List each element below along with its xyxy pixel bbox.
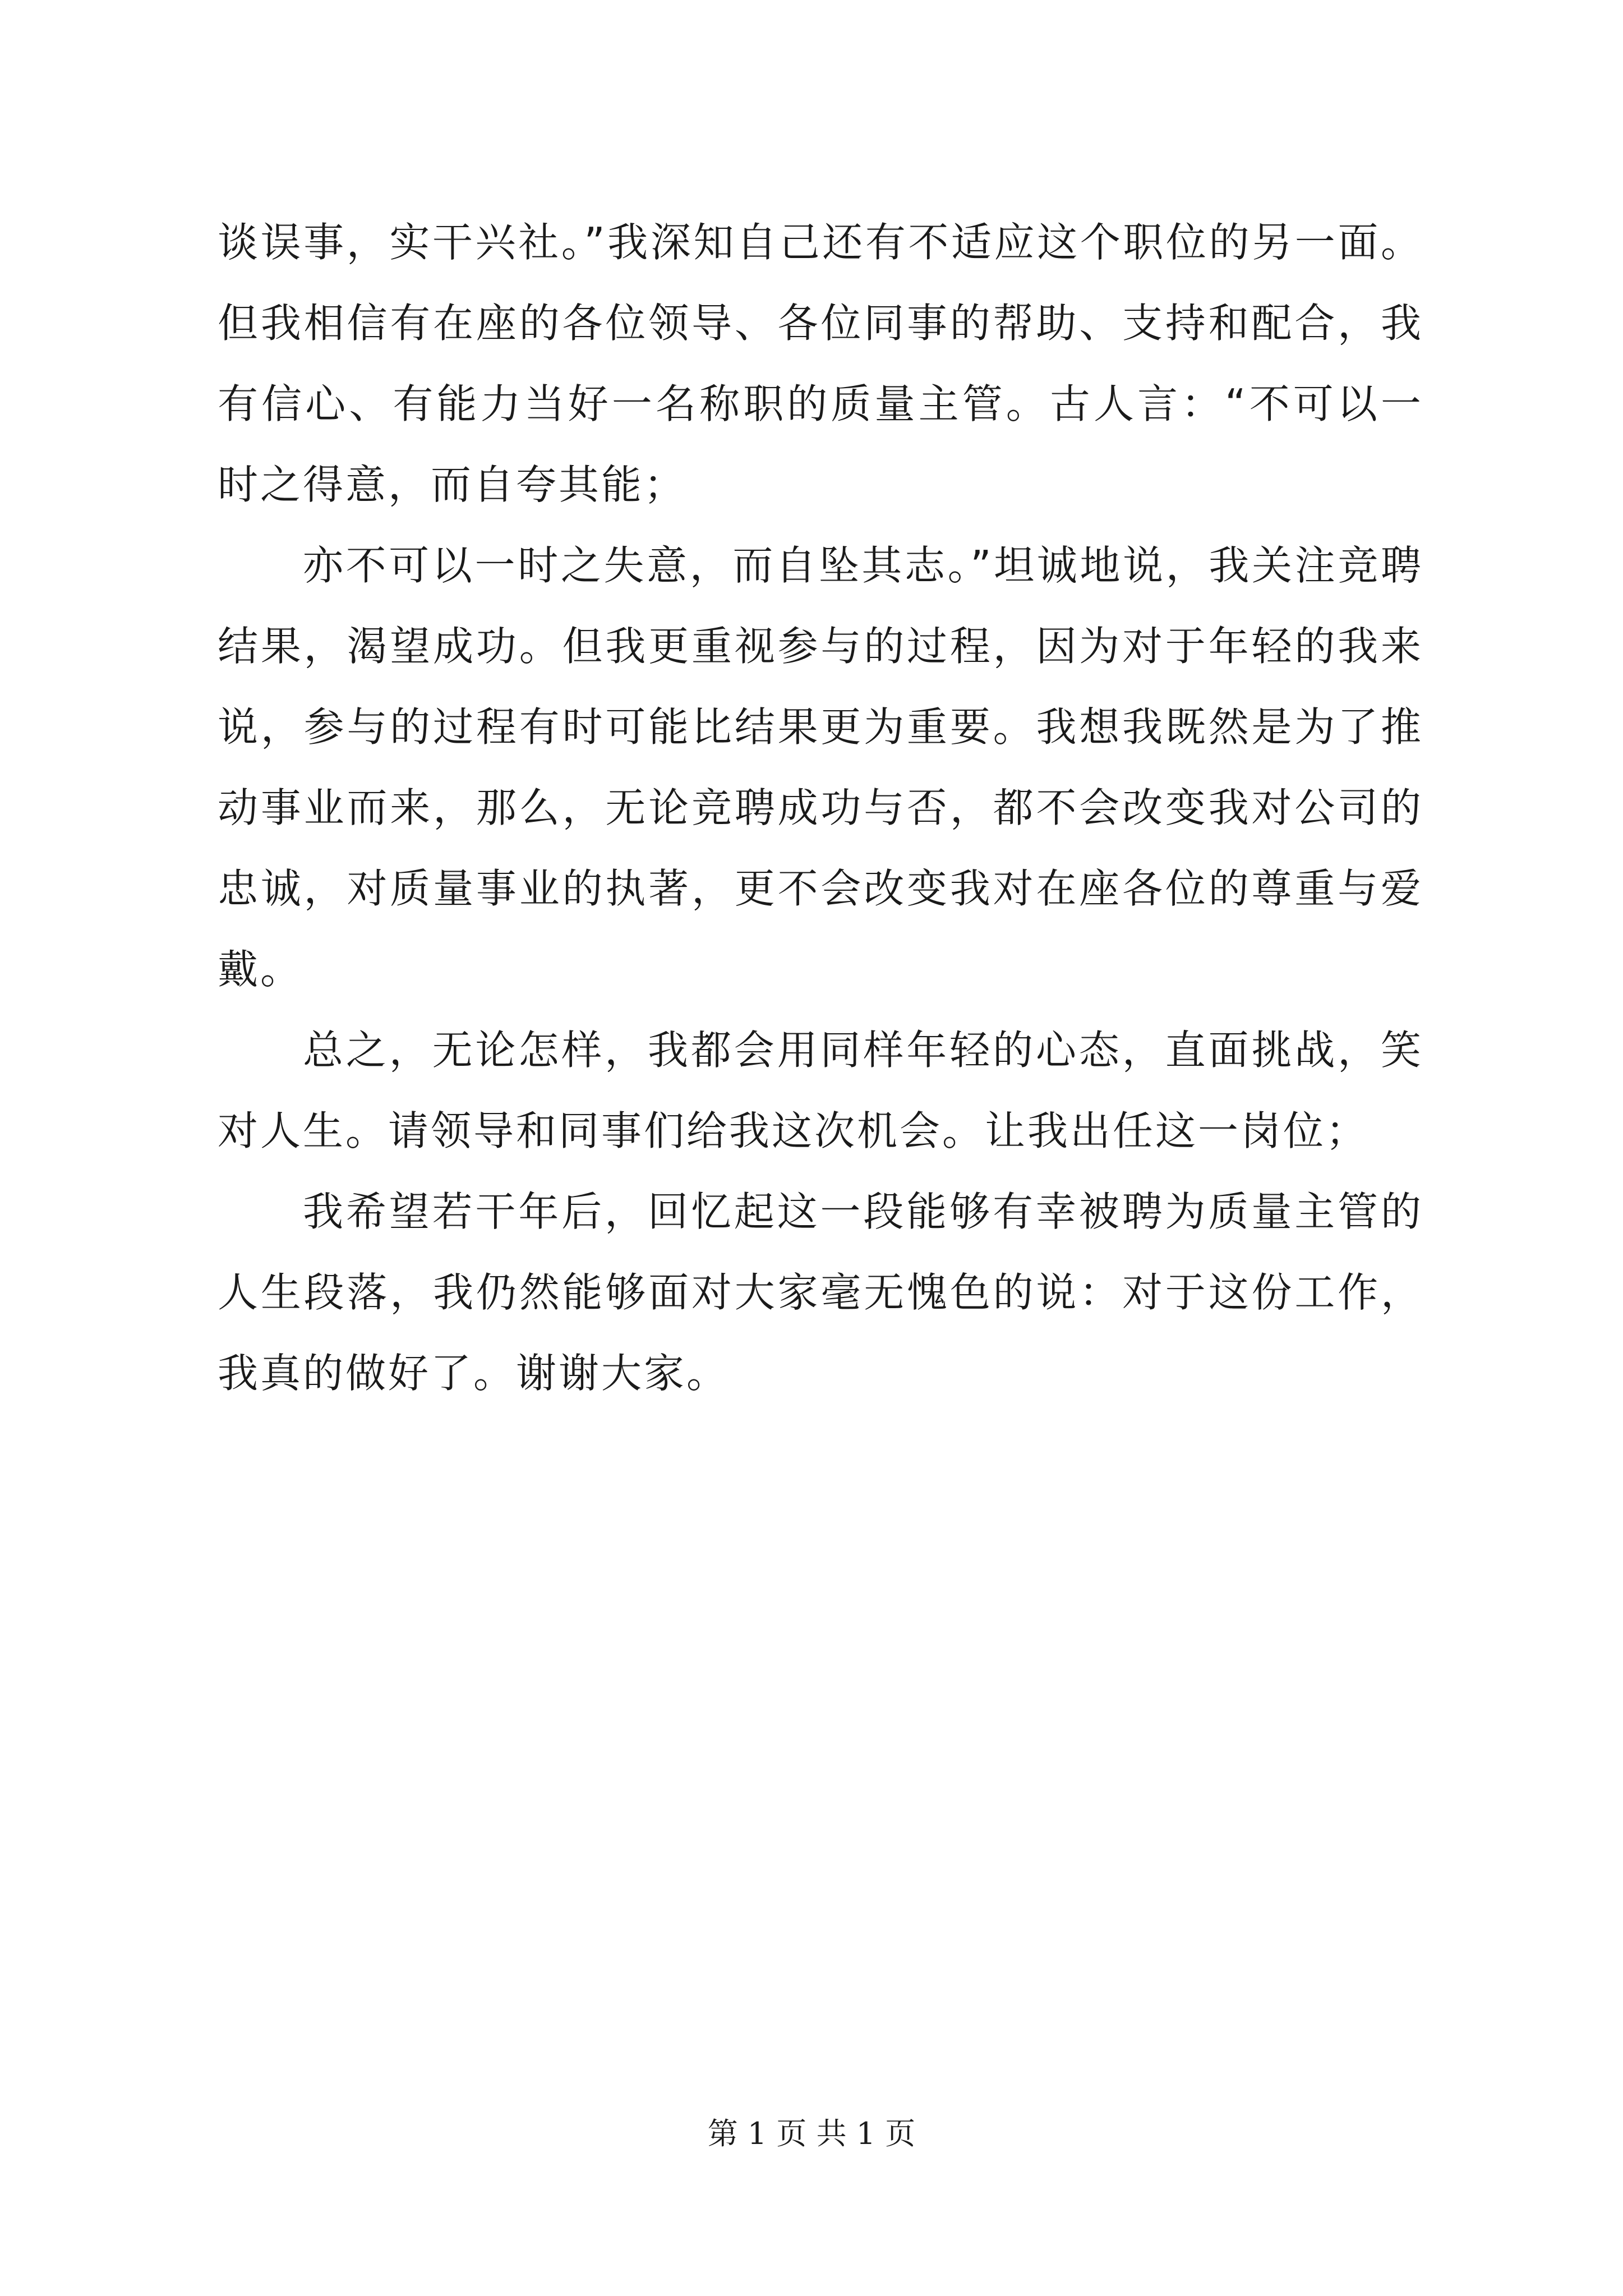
paragraph-2: 亦不可以一时之失意，而自坠其志。”坦诚地说，我关注竞聘结果，渴望成功。但我更重视参与的过程，因为对于年轻的我来说，参与的过程有时可能比结果更为重要。我想我既然是为了推动事业而来，那么，无论竞聘成功与否，都不会改变我对公司的忠诚，对质量事业的执著，更不会改变我对在座各位的尊重与爱戴。 xyxy=(218,542,1423,993)
paragraph-3: 总之，无论怎样，我都会用同样年轻的心态，直面挑战，笑对人生。请领导和同事们给我这次机会。让我出任这一岗位； xyxy=(218,1027,1423,1154)
paragraph-1: 谈误事，实干兴社。”我深知自己还有不适应这个职位的另一面。但我相信有在座的各位领导、各位同事的帮助、支持和配合，我有信心、有能力当好一名称职的质量主管。古人言：“不可以一时之得意，而自夸其能； xyxy=(218,219,1423,508)
paragraph-4: 我希望若干年后，回忆起这一段能够有幸被聘为质量主管的人生段落，我仍然能够面对大家毫无愧色的说：对于这份工作，我真的做好了。谢谢大家。 xyxy=(218,1188,1423,1397)
page-footer: 第 1 页 共 1 页 xyxy=(707,2116,916,2151)
document-body xyxy=(218,202,1423,1414)
